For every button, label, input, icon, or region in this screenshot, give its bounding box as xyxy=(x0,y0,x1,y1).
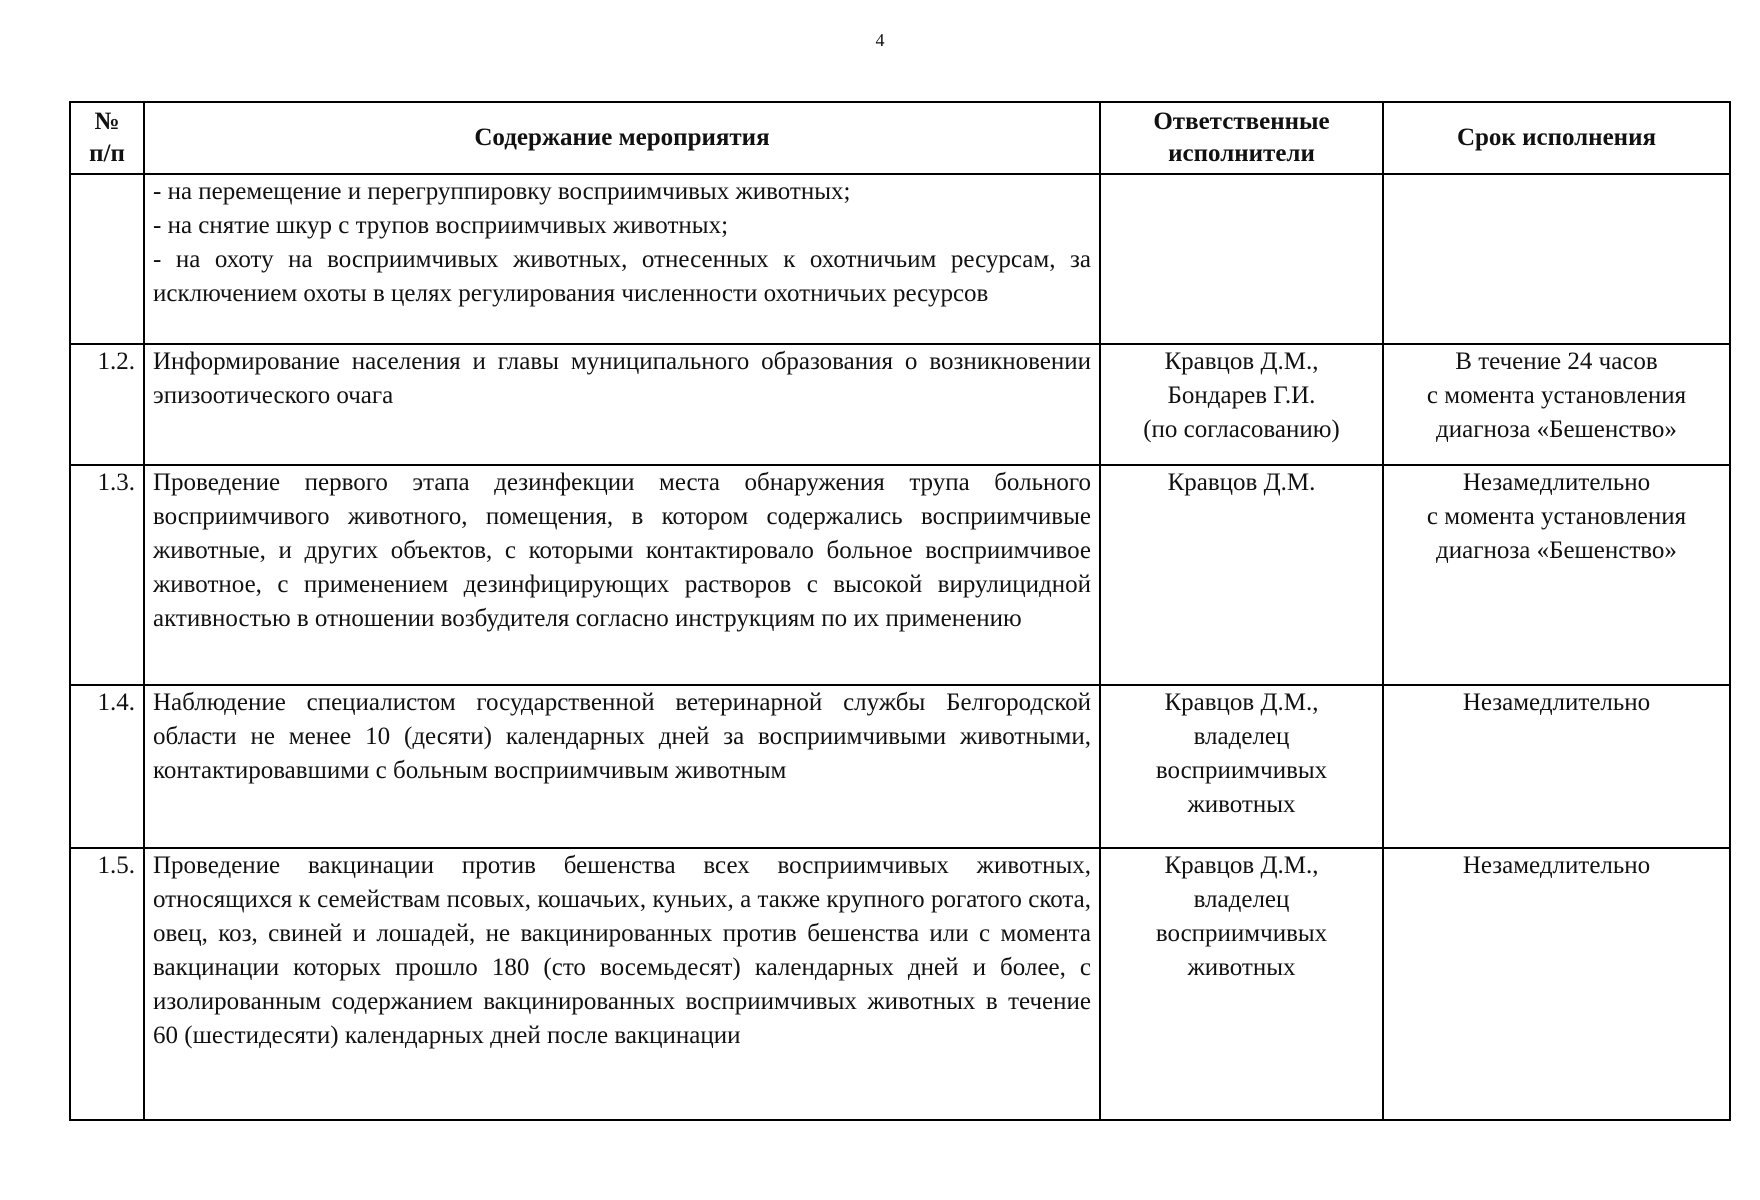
header-content: Содержание мероприятия xyxy=(144,102,1100,174)
row-deadline: В течение 24 часов с момента установления диагноза «Бешенство» xyxy=(1383,344,1730,465)
header-responsible: Ответственные исполнители xyxy=(1100,102,1383,174)
table-row xyxy=(70,344,1730,465)
table-row xyxy=(70,685,1730,848)
row-responsible: Кравцов Д.М. xyxy=(1100,465,1383,685)
header-deadline: Срок исполнения xyxy=(1383,102,1730,174)
header-num: № п/п xyxy=(70,102,144,174)
row-number xyxy=(70,174,144,344)
row-responsible: Кравцов Д.М., владелец восприимчивых животных xyxy=(1100,848,1383,1120)
row-content: - на перемещение и перегруппировку восприимчивых животных; - на снятие шкур с трупов восприимчивых животных; - на охоту на восприимчивых животных, отнесенных к охотничьим ресурсам, за исключением охоты в целях регулирования численности охотничьих ресурсов xyxy=(144,174,1100,344)
row-responsible: Кравцов Д.М., владелец восприимчивых животных xyxy=(1100,685,1383,848)
row-responsible xyxy=(1100,174,1383,344)
row-content: Проведение первого этапа дезинфекции места обнаружения трупа больного восприимчивого животного, помещения, в котором содержались восприимчивые животные, и других объектов, с которыми контактировало больное восприимчивое животное, с применением дезинфицирующих растворов с высокой вирулицидной активностью в отношении возбудителя согласно инструкциям по их применению xyxy=(144,465,1100,685)
row-number: 1.3. xyxy=(70,465,144,685)
row-deadline xyxy=(1383,174,1730,344)
row-number: 1.4. xyxy=(70,685,144,848)
row-number: 1.2. xyxy=(70,344,144,465)
row-content: Информирование населения и главы муниципального образования о возникновении эпизоотического очага xyxy=(144,344,1100,465)
measures-table xyxy=(69,101,1731,1121)
table-header-row xyxy=(70,102,1730,174)
table-row xyxy=(70,174,1730,344)
page-number: 4 xyxy=(875,30,885,50)
table-row xyxy=(70,848,1730,1120)
row-responsible: Кравцов Д.М., Бондарев Г.И. (по согласованию) xyxy=(1100,344,1383,465)
row-content: Проведение вакцинации против бешенства всех восприимчивых животных, относящихся к семействам псовых, кошачьих, куньих, а также крупного рогатого скота, овец, коз, свиней и лошадей, не вакцинированных против бешенства или с момента вакцинации которых прошло 180 (сто восемьдесят) календарных дней и более, с изолированным содержанием вакцинированных восприимчивых животных в течение 60 (шестидесяти) календарных дней после вакцинации xyxy=(144,848,1100,1120)
table-row xyxy=(70,465,1730,685)
row-deadline: Незамедлительно с момента установления диагноза «Бешенство» xyxy=(1383,465,1730,685)
row-deadline: Незамедлительно xyxy=(1383,685,1730,848)
row-deadline: Незамедлительно xyxy=(1383,848,1730,1120)
row-content: Наблюдение специалистом государственной ветеринарной службы Белгородской области не менее 10 (десяти) календарных дней за восприимчивыми животными, контактировавшими с больным восприимчивым животным xyxy=(144,685,1100,848)
row-number: 1.5. xyxy=(70,848,144,1120)
